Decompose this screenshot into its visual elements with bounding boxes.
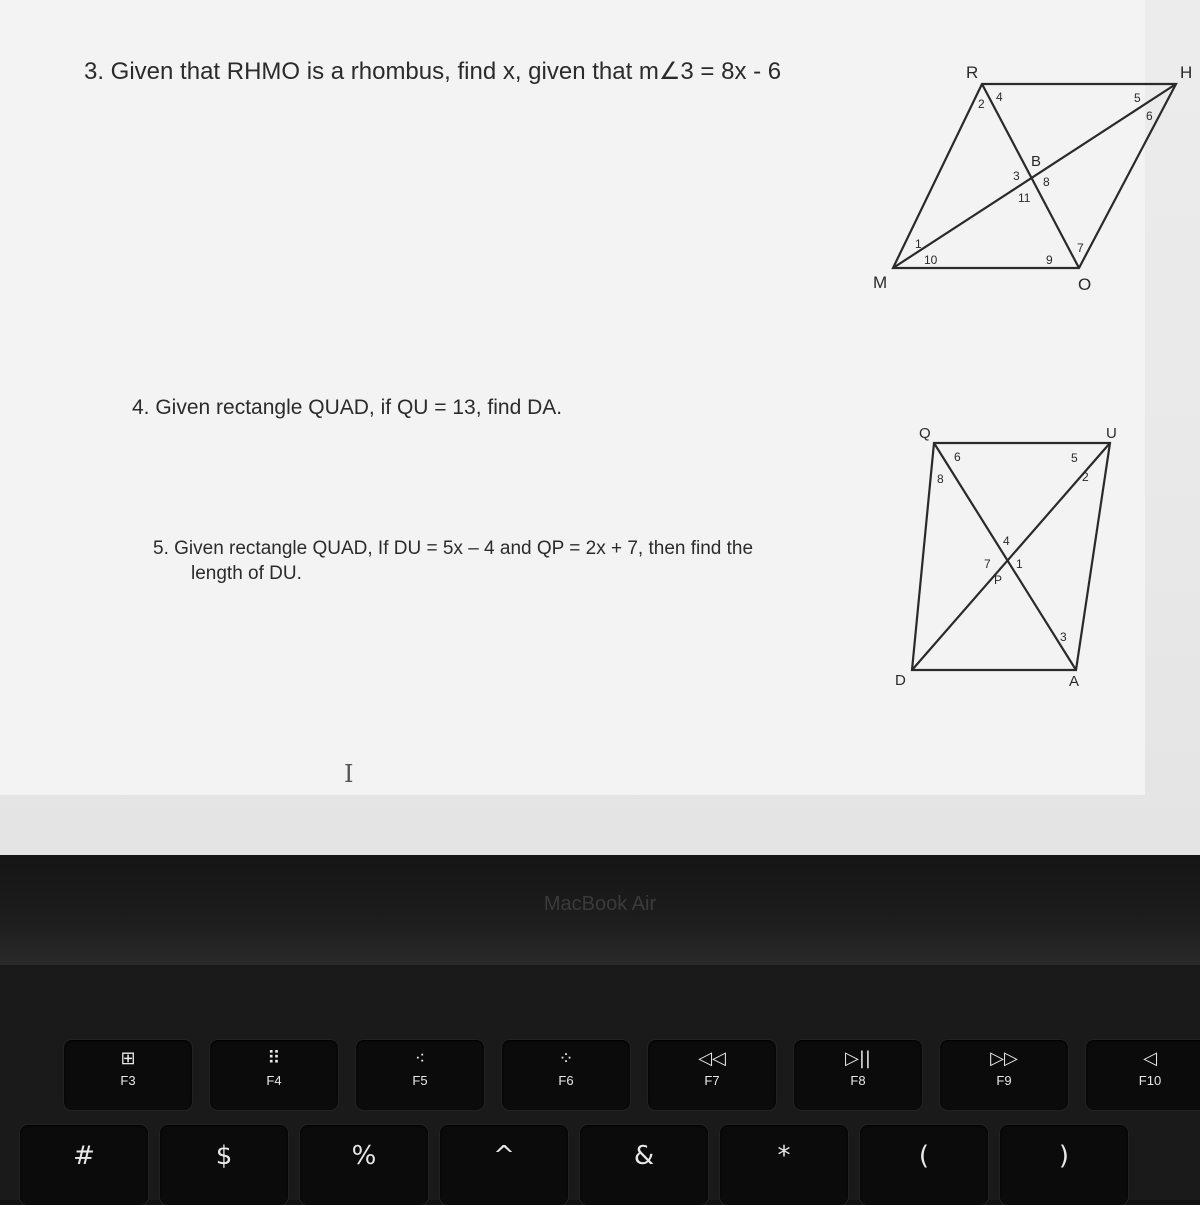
key-label: F10 <box>1138 1073 1162 1088</box>
vertex-r: R <box>966 63 979 82</box>
number-key-3[interactable] <box>440 1125 568 1205</box>
vertex-d: D <box>895 672 906 689</box>
rect-angle-2: 2 <box>1082 470 1089 484</box>
key-symbol: # <box>73 1141 95 1171</box>
angle-4: 4 <box>996 90 1003 104</box>
key-f4[interactable] <box>210 1040 338 1110</box>
vertex-u: U <box>1106 425 1117 442</box>
key-f3-icon: ⊞ <box>120 1048 136 1069</box>
angle-3: 3 <box>1013 169 1020 183</box>
diagonal-hm <box>893 84 1176 268</box>
question-5-line-1: 5. Given rectangle QUAD, If DU = 5x – 4 and QP = 2x + 7, then find the <box>153 538 754 559</box>
question-3: 3. Given that RHMO is a rhombus, find x, given that m∠3 = 8x - 6 <box>84 58 782 85</box>
key-f4-icon: ⠿ <box>267 1048 281 1069</box>
key-label: F7 <box>704 1073 720 1088</box>
vertex-a: A <box>1069 673 1080 690</box>
key-symbol: ^ <box>493 1141 515 1171</box>
angle-8: 8 <box>1043 175 1050 189</box>
key-f10[interactable] <box>1086 1040 1200 1110</box>
key-f7-icon: ◁◁ <box>698 1048 726 1069</box>
angle-1: 1 <box>915 237 922 251</box>
key-f6-icon: ⁘ <box>558 1048 574 1069</box>
key-f3[interactable] <box>64 1040 192 1110</box>
key-f7[interactable] <box>648 1040 776 1110</box>
number-key-2[interactable] <box>300 1125 428 1205</box>
key-label: F5 <box>412 1073 428 1088</box>
key-f6[interactable] <box>502 1040 630 1110</box>
key-symbol: * <box>777 1141 791 1171</box>
key-label: F8 <box>850 1073 866 1088</box>
rect-angle-7: 7 <box>984 557 991 571</box>
rectangle-diagram <box>888 420 1128 690</box>
rect-angle-8: 8 <box>937 472 944 486</box>
rect-angle-3: 3 <box>1060 630 1067 644</box>
key-label: F9 <box>996 1073 1012 1088</box>
diagonal-ro <box>982 84 1079 268</box>
number-key-1[interactable] <box>160 1125 288 1205</box>
vertex-b: B <box>1031 153 1042 170</box>
key-label: F3 <box>120 1073 136 1088</box>
number-key-0[interactable] <box>20 1125 148 1205</box>
number-key-4[interactable] <box>580 1125 708 1205</box>
key-symbol: ) <box>1058 1141 1070 1171</box>
key-label: F4 <box>266 1073 282 1088</box>
number-key-5[interactable] <box>720 1125 848 1205</box>
laptop-brand: MacBook Air <box>543 893 657 915</box>
key-f9-icon: ▷▷ <box>990 1048 1018 1069</box>
rect-angle-4: 4 <box>1003 534 1010 548</box>
key-f9[interactable] <box>940 1040 1068 1110</box>
angle-5: 5 <box>1134 91 1141 105</box>
question-4: 4. Given rectangle QUAD, if QU = 13, find DA. <box>132 396 563 419</box>
rhombus-diagram <box>870 55 1200 295</box>
key-symbol: $ <box>215 1141 233 1171</box>
key-label: F6 <box>558 1073 574 1088</box>
rect-angle-1: 1 <box>1016 557 1023 571</box>
rect-angle-5: 5 <box>1071 451 1078 465</box>
vertex-o: O <box>1078 275 1092 294</box>
key-symbol: & <box>633 1141 655 1171</box>
vertex-m: M <box>873 273 888 292</box>
vertex-q: Q <box>919 425 931 442</box>
angle-10: 10 <box>924 253 938 267</box>
question-5-line-2: length of DU. <box>191 562 302 584</box>
key-f8-icon: ▷|| <box>845 1048 871 1069</box>
angle-11: 11 <box>1018 191 1031 205</box>
key-f10-icon: ◁ <box>1143 1048 1157 1069</box>
number-key-6[interactable] <box>860 1125 988 1205</box>
rect-angle-6: 6 <box>954 450 961 464</box>
text-cursor-icon: I <box>344 760 354 788</box>
diagonal-qa <box>934 443 1076 670</box>
angle-2: 2 <box>978 97 985 111</box>
question-5 <box>153 537 753 586</box>
key-f5[interactable] <box>356 1040 484 1110</box>
number-key-7[interactable] <box>1000 1125 1128 1205</box>
angle-6: 6 <box>1146 109 1153 123</box>
key-symbol: % <box>351 1141 377 1171</box>
key-f8[interactable] <box>794 1040 922 1110</box>
key-symbol: ( <box>918 1141 930 1171</box>
vertex-p: P <box>994 573 1003 587</box>
vertex-h: H <box>1180 63 1193 82</box>
angle-7: 7 <box>1077 241 1084 255</box>
key-f5-icon: ⁖ <box>414 1048 426 1069</box>
angle-9: 9 <box>1046 253 1053 267</box>
